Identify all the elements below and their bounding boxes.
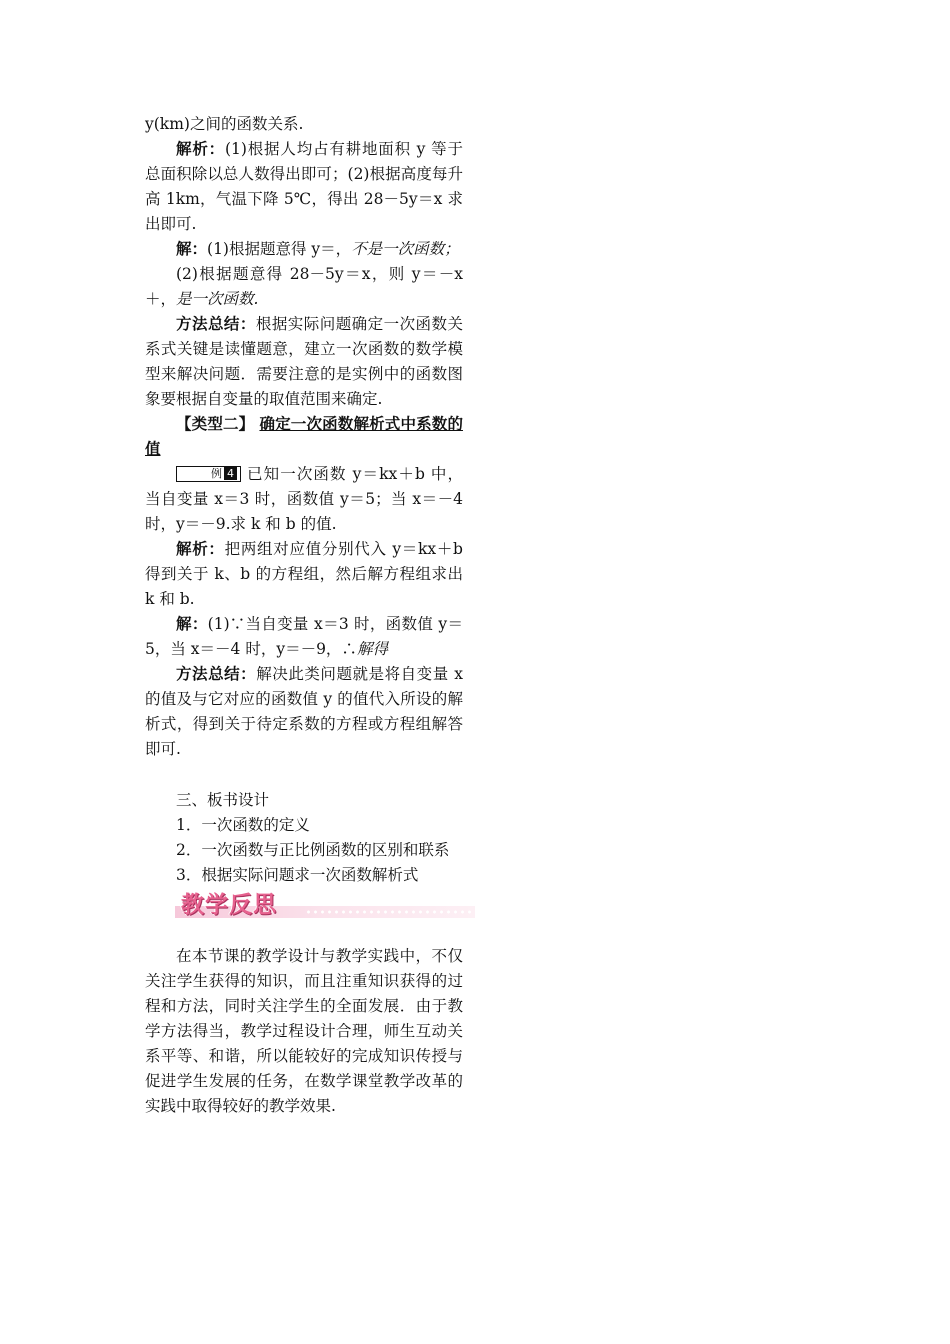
- method-summary-text: 根据实际问题确定一次函数关系式关键是读懂题意，建立一次函数的数学模型来解决问题．需要注意的是实例中的函数图象要根据自变量的取值范围来确定.: [145, 315, 463, 408]
- board-design-title: 三、板书设计: [176, 791, 270, 809]
- method-summary-label-2: 方法总结：: [176, 665, 257, 683]
- solution-italic-2: 解得: [356, 640, 388, 658]
- type-label: 【类型二】: [176, 415, 255, 433]
- analysis-paragraph: [145, 137, 463, 237]
- banner-title: 教学反思: [181, 892, 277, 918]
- type-title: 确定一次函数解析式中系数的值: [145, 415, 463, 458]
- solution-text: (1)根据题意得 y＝，: [207, 240, 352, 258]
- analysis-text-2: 把两组对应值分别代入 y＝kx＋b 得到关于 k、b 的方程组，然后解方程组求出 k 和 b.: [145, 540, 463, 608]
- solution-text-2: (1)∵当自变量 x＝3 时，函数值 y＝5，当 x＝－4 时，y＝－9，∴: [145, 615, 463, 658]
- solution-part-2-italic: 是一次函数.: [176, 290, 259, 308]
- paragraph-continuation: [145, 112, 463, 137]
- board-item: 2．一次函数与正比例函数的区别和联系: [176, 841, 450, 859]
- spacer: [145, 762, 463, 788]
- method-summary: [145, 312, 463, 412]
- example-paragraph: [145, 462, 463, 537]
- solution-part-2: [145, 262, 463, 312]
- solution-label: 解：: [176, 240, 208, 258]
- board-item: 3．根据实际问题求一次函数解析式: [176, 866, 419, 884]
- method-summary-label: 方法总结：: [176, 315, 256, 333]
- solution-part-2-text: (2)根据题意得 28－5y＝x，则 y＝－x＋，: [145, 265, 463, 308]
- solution-paragraph: [145, 237, 463, 262]
- type-heading: [145, 412, 463, 462]
- analysis-paragraph-2: [145, 537, 463, 612]
- example-text: 已知一次函数 y＝kx＋b 中，当自变量 x＝3 时，函数值 y＝5；当 x＝－4 时，y＝－9.求 k 和 b 的值.: [145, 465, 463, 533]
- solution-paragraph-2: [145, 612, 463, 662]
- analysis-label-2: 解析：: [176, 540, 225, 558]
- reflection-paragraph: 在本节课的教学设计与教学实践中，不仅关注学生获得的知识，而且注重知识获得的过程和方法，同时关注学生的全面发展．由于教学方法得当，教学过程设计合理，师生互动关系平等、和谐，所以能较好的完成知识传授与促进学生发展的任务，在数学课堂教学改革的实践中取得较好的教学效果.: [145, 947, 463, 1115]
- banner-dots: [305, 909, 473, 915]
- example-badge-number: 4: [224, 467, 237, 480]
- analysis-text: (1)根据人均占有耕地面积 y 等于总面积除以总人数得出即可；(2)根据高度每升高 1km，气温下降 5℃，得出 28－5y＝x 求出即可.: [145, 140, 463, 233]
- paragraph-text: y(km)之间的函数关系.: [145, 115, 304, 133]
- solution-label-2: 解：: [176, 615, 208, 633]
- document-page: [145, 112, 463, 1119]
- method-summary-text-2: 解决此类问题就是将自变量 x 的值及与它对应的函数值 y 的值代入所设的解析式，得到关于待定系数的方程或方程组解答即可.: [145, 665, 463, 758]
- method-summary-2: [145, 662, 463, 762]
- teaching-reflection-banner: [145, 890, 463, 930]
- solution-italic: 不是一次函数；: [351, 240, 460, 258]
- example-badge: [176, 466, 241, 482]
- board-item: 1．一次函数的定义: [176, 816, 310, 834]
- example-badge-label: 例: [211, 467, 222, 480]
- analysis-label: 解析：: [176, 140, 225, 158]
